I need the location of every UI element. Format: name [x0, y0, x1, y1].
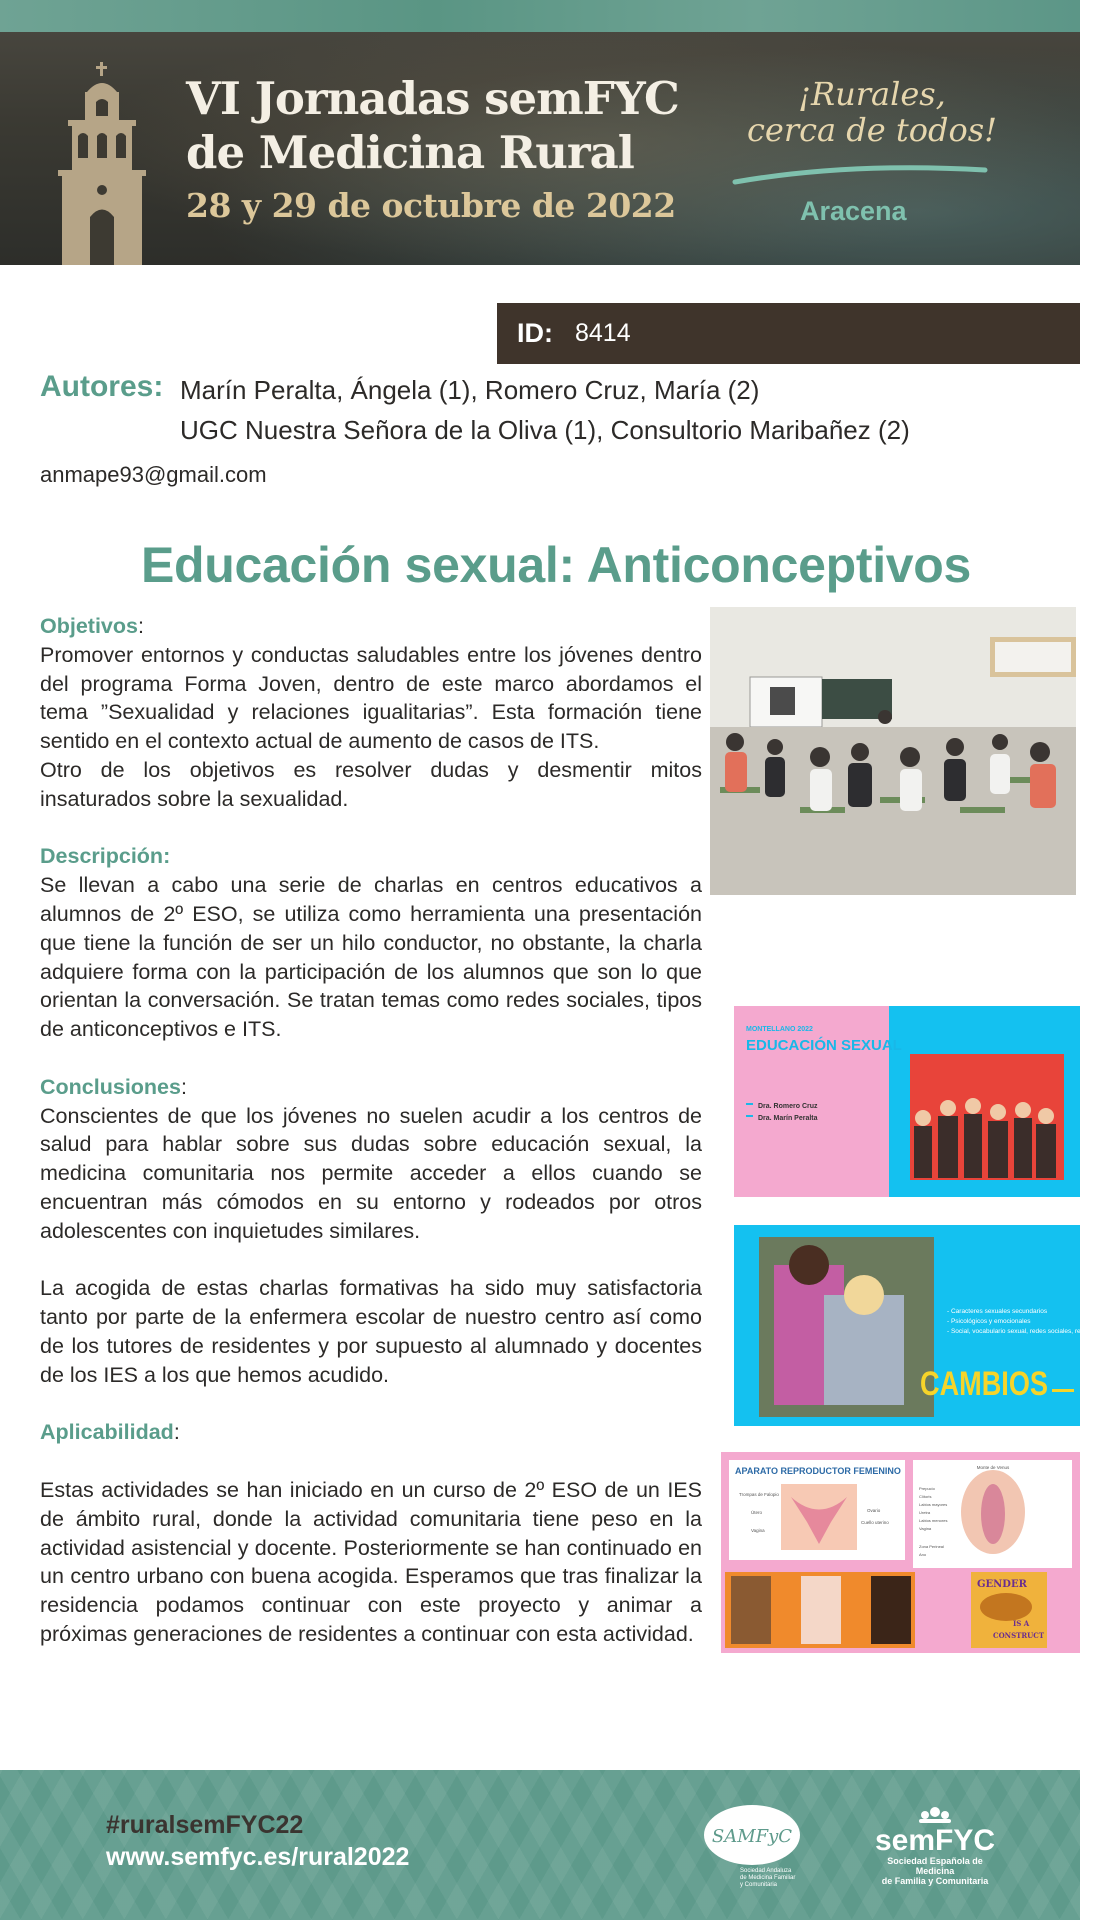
conclusiones-paragraph-2: La acogida de estas charlas formativas ha sido muy satisfactoria tanto por parte de la enfermera escolar de nuestro centro así como de los tutores de residentes y por supuesto al alumnado y docentes de los IES a los que hemos acudido. — [40, 1276, 702, 1387]
semfyc-logo — [870, 1806, 1000, 1886]
slide-3-vulva-label-5: Labios menores — [919, 1518, 948, 1523]
slide-3-poster-top: GENDER — [977, 1579, 1027, 1590]
id-value: 8414 — [575, 319, 631, 347]
slide-3-vulva-label-8: Ano — [919, 1552, 927, 1557]
semfyc-name: semFYC — [874, 1824, 996, 1857]
id-label: ID: — [517, 318, 553, 348]
slide-2-big-word: CAMBIOS — [920, 1365, 1048, 1403]
slide-3-right-title: Monte de Venus — [976, 1465, 1010, 1470]
slide-3-poster-bot: CONSTRUCT — [993, 1631, 1045, 1640]
slide-cambios — [734, 1225, 1105, 1426]
id-bar — [497, 303, 1080, 364]
banner-top-stripe — [0, 0, 1080, 32]
slide-3-title: APARATO REPRODUCTOR FEMENINO — [735, 1466, 901, 1476]
samfyc-logo-icon — [700, 1800, 810, 1890]
objetivos-paragraph-1: Promover entornos y conductas saludables entre los jóvenes dentro del programa Forma Joven, dentro de este marco abordamos el tema ”Sexualidad y relaciones igualitarias”. Esta formación tiene sentido en el contexto actual de aumento de casos de ITS. — [40, 642, 702, 754]
semfyc-sub-1: Sociedad Española de Medicina — [887, 1856, 983, 1876]
slide-2-graphic — [734, 1225, 1105, 1426]
event-title-line2: de Medicina Rural — [186, 126, 634, 179]
objetivos-paragraph-2: Otro de los objetivos es resolver dudas y desmentir mitos insaturados sobre la sexualidad. — [40, 757, 702, 811]
conclusiones-paragraph-1: Conscientes de que los jóvenes no suelen acudir a los centros de salud para hablar sobre sus dudas sobre educación sexual, la medicina comunitaria nos permite acceder a ellos cuando se encuentran más cómodos en su entorno y rodeados por otros adolescentes con inquietudes similares. — [40, 1103, 702, 1243]
slide-3-vulva-label-4: Uretra — [919, 1510, 931, 1515]
semfyc-sub-2: de Familia y Comunitaria — [881, 1876, 989, 1886]
authors-block — [180, 370, 910, 450]
event-title — [186, 72, 679, 180]
slide-3-right-label-1: Ovario — [867, 1508, 881, 1513]
section-label-descripcion: Descripción: — [40, 844, 171, 869]
authors-affiliations: UGC Nuestra Señora de la Oliva (1), Consultorio Maribañez (2) — [180, 415, 910, 445]
slide-3-vulva-label-2: Clítoris — [919, 1494, 932, 1499]
samfyc-sub-1: Sociedad Andaluza — [740, 1868, 792, 1874]
slide-2-bullet-3: - Social, vocabulario sexual, redes sociales, relaciones — [947, 1328, 1105, 1335]
semfyc-people-icon — [915, 1806, 955, 1824]
classroom-photo — [710, 607, 1076, 895]
descripcion-paragraph: Se llevan a cabo una serie de charlas en centros educativos a alumnos de 2º ESO, se utiliza como herramienta una presentación que tiene la función de ser un hilo conductor, no obstante, la charla adquiere forma con la participación de los alumnos que son lo que orientan la conversación. Se tratan temas como redes sociales, tipos de anticonceptivos e ITS. — [40, 873, 702, 1042]
section-label-aplicabilidad: Aplicabilidad — [40, 1420, 174, 1445]
contact-email[interactable]: anmape93@gmail.com — [40, 462, 267, 487]
slide-3-vulva-label-1: Prepucio — [919, 1486, 935, 1491]
samfyc-logo-text: SAMFyC — [711, 1826, 793, 1847]
objetivos-heading: Objetivos: — [40, 614, 144, 638]
slide-1-author-1: Dra. Romero Cruz — [758, 1103, 818, 1110]
footer-hashtag: #ruralsemFYC22 — [106, 1811, 304, 1839]
section-label-objetivos: Objetivos — [40, 614, 138, 638]
slogan-line2: cerca de todos! — [746, 111, 998, 149]
section-label-conclusiones: Conclusiones — [40, 1074, 181, 1099]
slide-3-vulva-label-6: Vagina — [919, 1526, 932, 1531]
poster-title: Educación sexual: Anticonceptivos — [140, 537, 972, 593]
event-title-line1: VI Jornadas semFYC — [186, 72, 679, 125]
bell-tower-icon — [52, 62, 152, 265]
aplicabilidad-paragraph: Estas actividades se han iniciado en un curso de 2º ESO de un IES de ámbito rural, donde la actividad comunitaria tiene peso en la actividad asistencial y docente. Posteriormente se han continuado en un centro urbano con buena acogida. Esperamos que tras finalizar la residencia podamos continuar con este proyecto y animar a próximas generaciones de residentes a continuar con esta actividad. — [40, 1477, 702, 1646]
event-slogan — [742, 76, 1002, 148]
slide-3-graphic — [721, 1452, 1080, 1653]
samfyc-sub-2: de Medicina Familiar — [740, 1875, 796, 1881]
slide-3-vulva-label-7: Zona Perineal — [919, 1544, 944, 1549]
slogan-underline — [730, 160, 990, 190]
conclusiones-heading: Conclusiones: — [40, 1074, 187, 1099]
slide-educacion-sexual — [734, 1006, 1080, 1197]
body-text — [40, 612, 702, 1649]
slide-aparato-reproductor — [721, 1452, 1080, 1653]
authors-names: Marín Peralta, Ángela (1), Romero Cruz, María (2) — [180, 375, 760, 405]
slide-1-kicker: MONTELLANO 2022 — [746, 1026, 813, 1033]
event-dates: 28 y 29 de octubre de 2022 — [186, 186, 676, 225]
event-place: Aracena — [800, 196, 907, 226]
classroom-scene — [710, 607, 1076, 895]
slide-3-left-label-3: Vagina — [751, 1528, 765, 1533]
header-banner — [0, 0, 1080, 265]
slide-3-vulva-label-3: Labios mayores — [919, 1502, 948, 1507]
footer-url[interactable]: www.semfyc.es/rural2022 — [106, 1843, 410, 1871]
slide-3-left-label-1: Trompas de Falopio — [739, 1492, 779, 1497]
slide-3-right-label-2: Cuello uterino — [861, 1520, 889, 1525]
slide-3-poster-mid: IS A — [1013, 1619, 1030, 1628]
samfyc-sub-3: y Comunitaria — [740, 1882, 778, 1888]
slide-1-title: EDUCACIÓN SEXUAL — [746, 1037, 902, 1054]
slide-1-author-2: Dra. Marín Peralta — [758, 1115, 818, 1122]
slide-1-graphic — [734, 1006, 1080, 1197]
authors-label: Autores: — [40, 370, 164, 403]
slogan-line1: ¡Rurales, — [798, 75, 946, 113]
aplicabilidad-heading: Aplicabilidad: — [40, 1420, 180, 1445]
slide-2-bullet-1: - Caracteres sexuales secundarios — [947, 1308, 1048, 1315]
slide-3-left-label-2: Útero — [751, 1510, 763, 1515]
slide-2-bullet-2: - Psicológicos y emocionales — [947, 1318, 1031, 1325]
